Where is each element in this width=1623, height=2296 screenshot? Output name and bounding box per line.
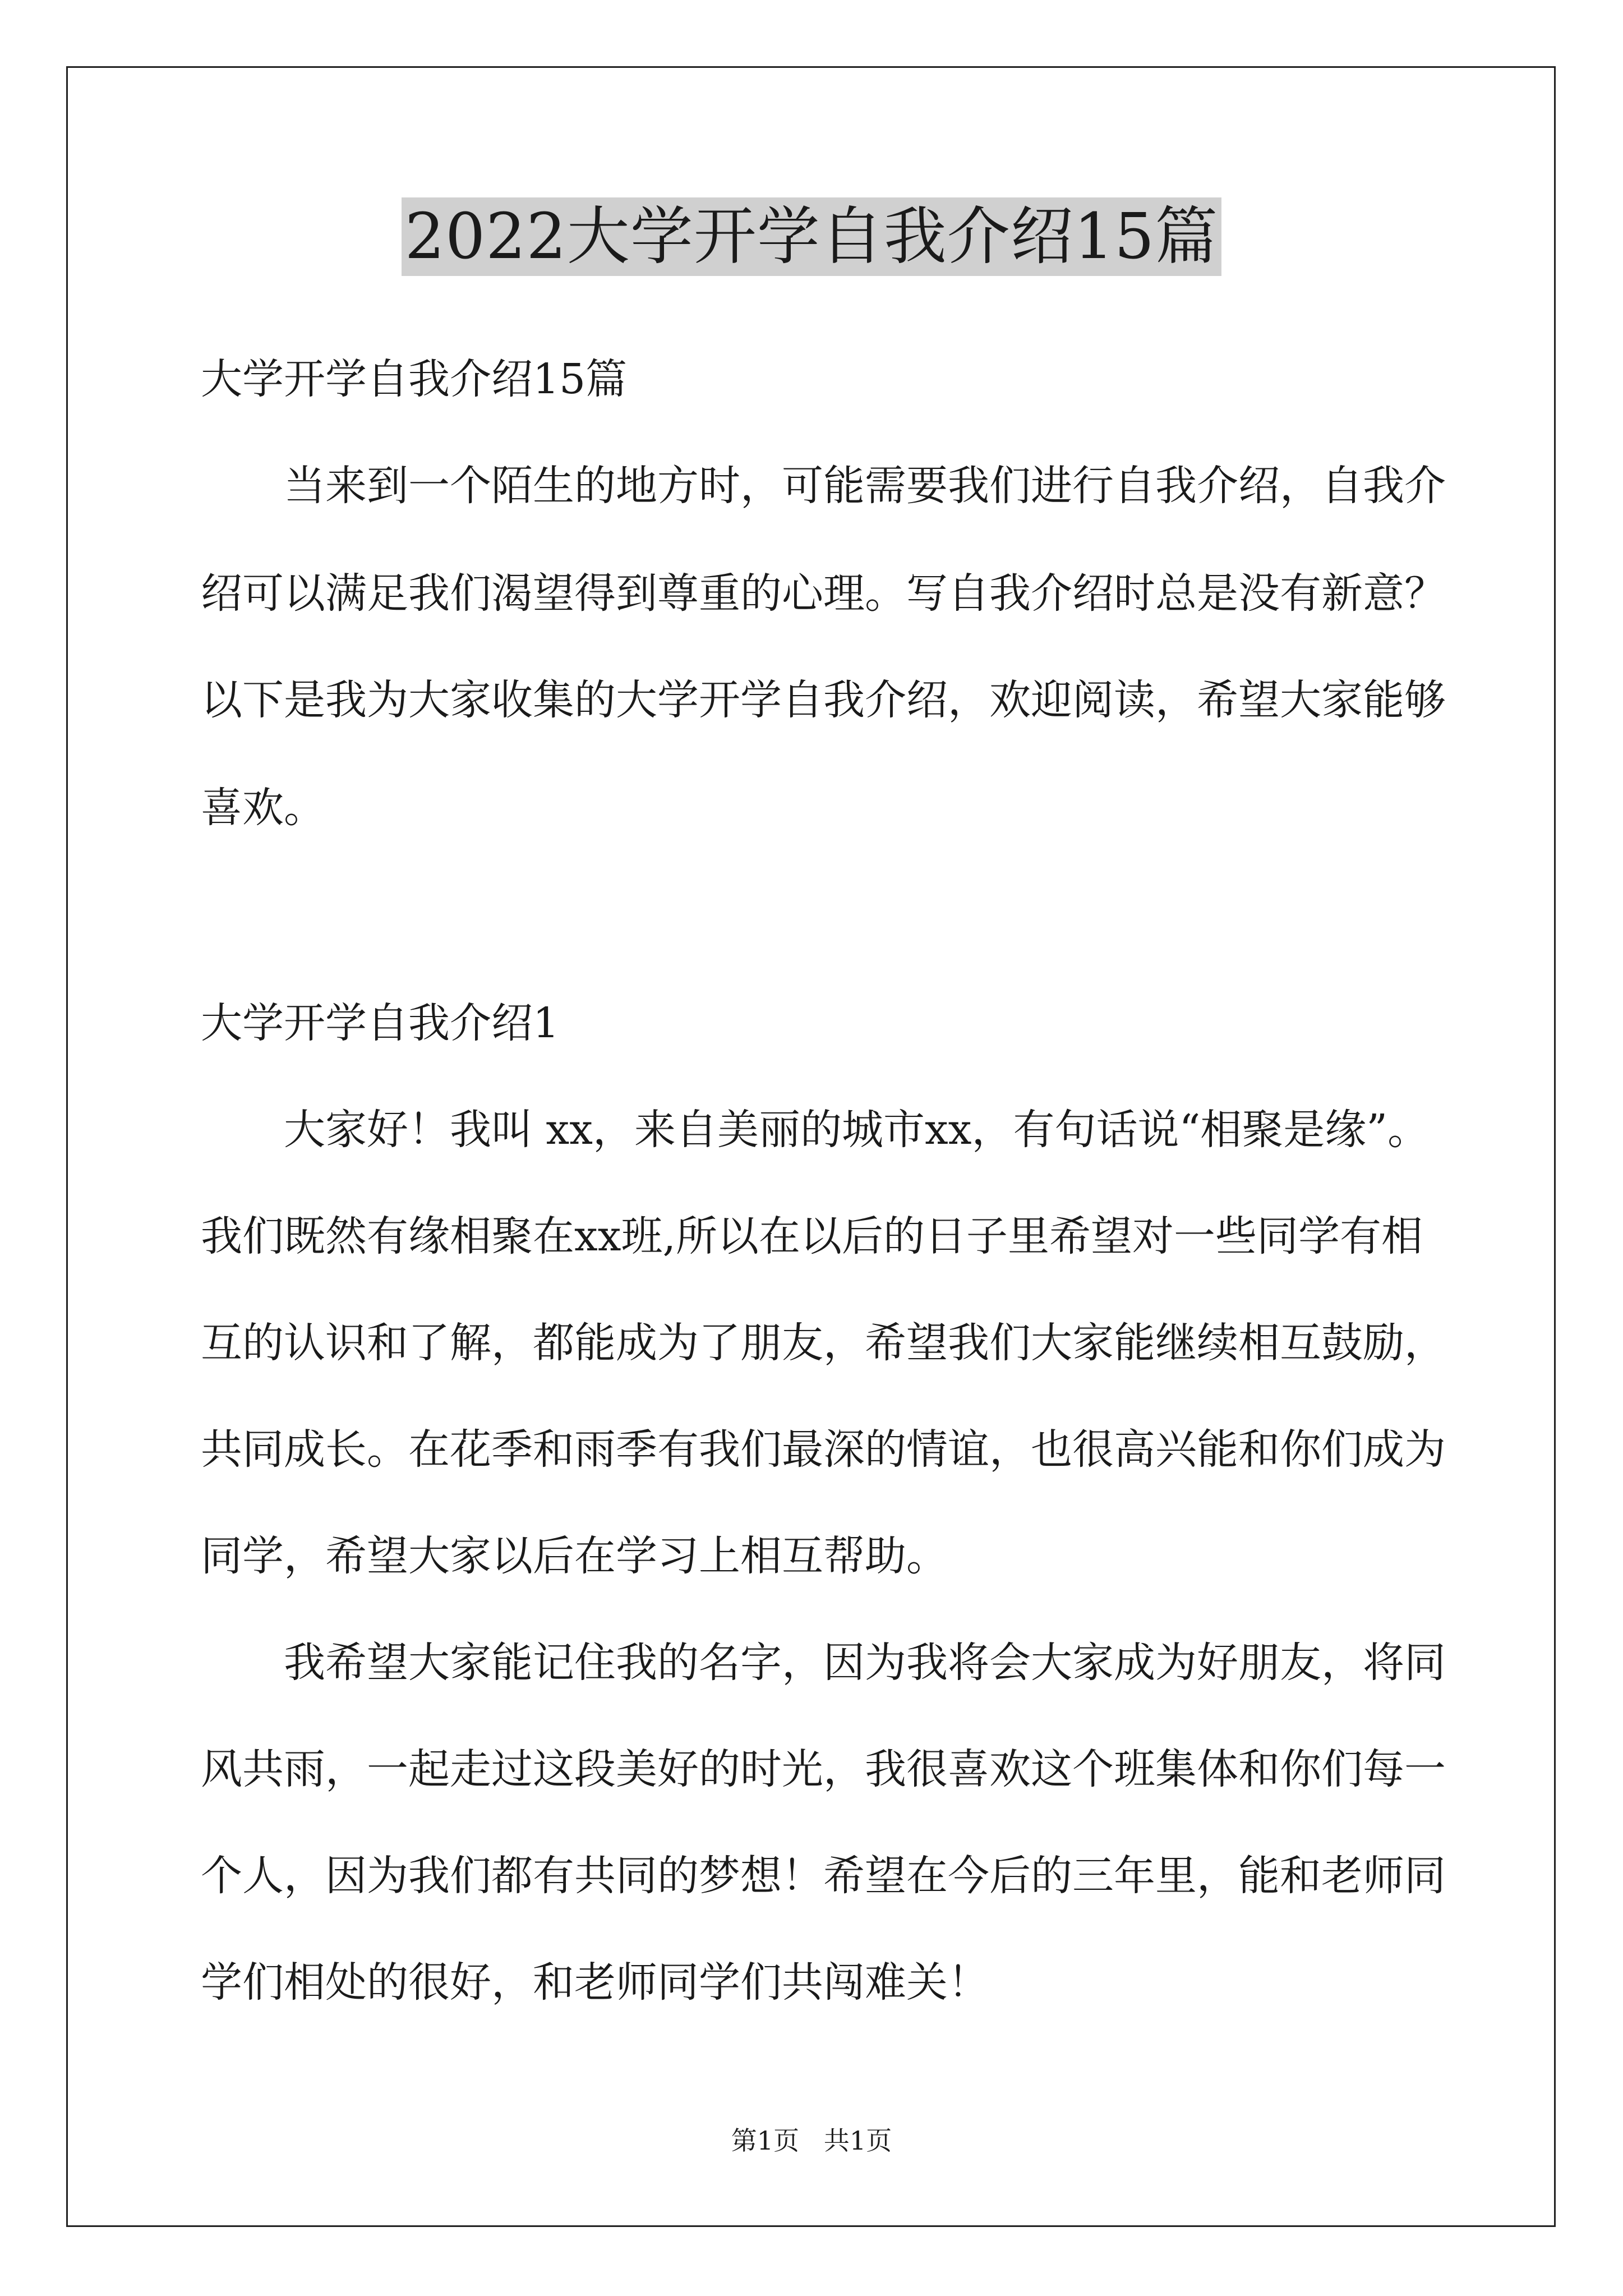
- title-container: [0, 197, 1623, 276]
- para1-line-3: 互的认识和了解，都能成为了朋友，希望我们大家能继续相互鼓励，: [201, 1319, 1446, 1367]
- intro-line-4: 喜欢。: [201, 784, 325, 832]
- document-title: 2022大学开学自我介绍15篇: [402, 197, 1222, 276]
- para2-line-1: 我希望大家能记住我的名字，因为我将会大家成为好朋友，将同: [284, 1639, 1446, 1687]
- para1-line-4: 共同成长。在花季和雨季有我们最深的情谊，也很高兴能和你们成为: [201, 1425, 1446, 1474]
- para2-line-4: 学们相处的很好，和老师同学们共闯难关！: [201, 1958, 989, 2007]
- intro-line-3: 以下是我为大家收集的大学开学自我介绍，欢迎阅读，希望大家能够: [201, 676, 1446, 724]
- para1-line-2: 我们既然有缘相聚在xx班,所以在以后的日子里希望对一些同学有相: [201, 1212, 1423, 1260]
- section-heading: 大学开学自我介绍1: [201, 999, 560, 1047]
- para1-line-1: 大家好！我叫 xx，来自美丽的城市xx，有句话说“相聚是缘”。: [284, 1106, 1430, 1154]
- para1-line-5: 同学，希望大家以后在学习上相互帮助。: [201, 1532, 948, 1580]
- intro-line-2: 绍可以满足我们渴望得到尊重的心理。写自我介绍时总是没有新意？: [201, 569, 1446, 618]
- subtitle: 大学开学自我介绍15篇: [201, 355, 628, 403]
- para2-line-3: 个人，因为我们都有共同的梦想！希望在今后的三年里，能和老师同: [201, 1852, 1446, 1900]
- para2-line-2: 风共雨，一起走过这段美好的时光，我很喜欢这个班集体和你们每一: [201, 1745, 1446, 1793]
- page-footer: 第1页 共1页: [731, 2125, 892, 2156]
- intro-line-1: 当来到一个陌生的地方时，可能需要我们进行自我介绍，自我介: [284, 462, 1446, 510]
